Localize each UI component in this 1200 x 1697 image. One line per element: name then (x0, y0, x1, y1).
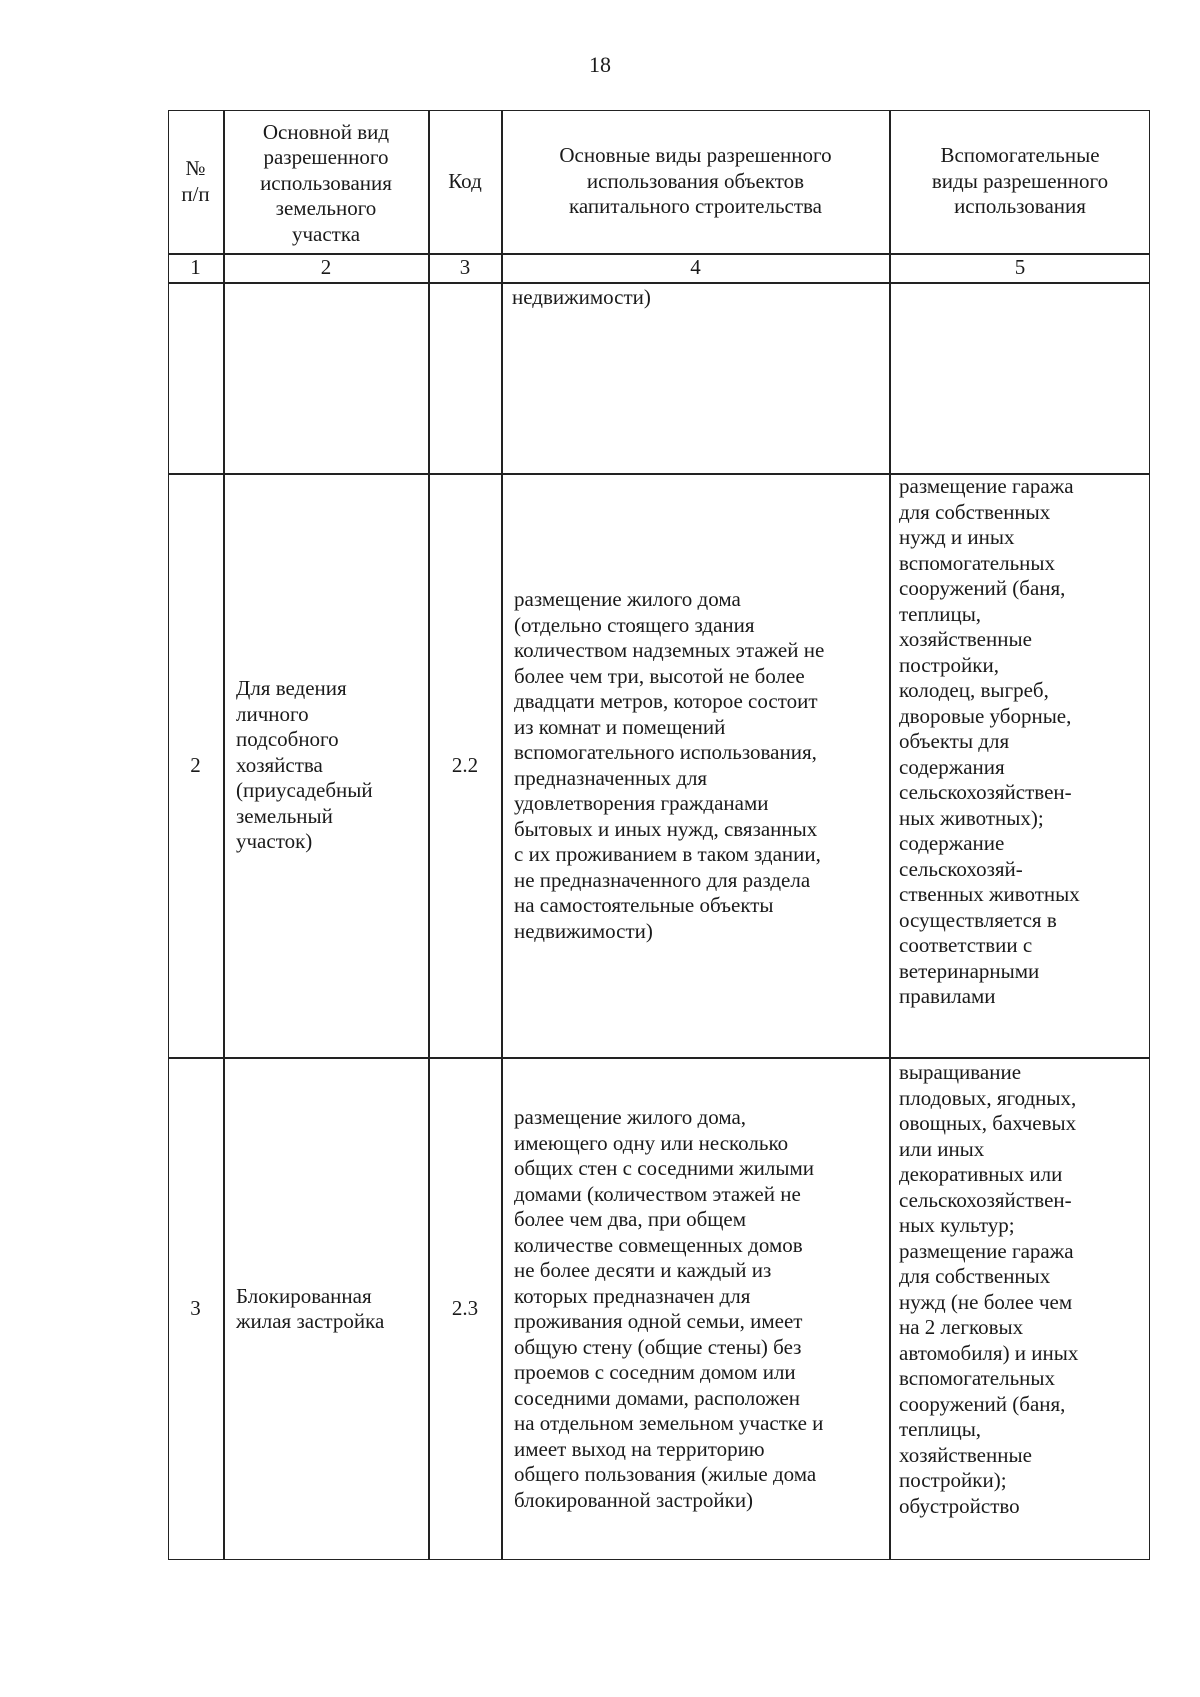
row-2-number: 2 (190, 752, 201, 777)
row-3-use-type: Блокированная жилая застройка (236, 1283, 385, 1333)
table-row-continuation-main: недвижимости) (512, 285, 651, 309)
header-number: № п/п (181, 156, 210, 206)
page-number: 18 (589, 52, 611, 77)
row-2-code: 2.2 (451, 752, 479, 777)
row-2-main-uses: размещение жилого дома (отдельно стоящего здания количеством надземных этажей не более чем три, высотой не более двадцати метров, которое состоит из комнат и помещений вспомогательного использования, предназначенных для удовлетворения гражданами бытовых и иных нужд, связанных с их проживанием в таком здании, не предназначенного для раздела на самостоятельные объекты недвижимости) (514, 587, 825, 943)
header-code: Код (448, 168, 482, 193)
header-auxiliary-uses: Вспомогательные виды разрешенного использования (931, 143, 1109, 219)
column-number: 2 (320, 255, 332, 280)
row-3-auxiliary-uses: выращивание плодовых, ягодных, овощных, бахчевых или иных декоративных или сельскохозяйствен- ных культур; размещение гаража для собственных нужд (не более чем на 2 легковых автомобиля) и иных вспомогательных сооружений (баня, теплицы, хозяйственные постройки); обустройство (899, 1060, 1079, 1518)
column-number: 5 (1014, 255, 1026, 280)
row-2-use-type: Для ведения личного подсобного хозяйства (приусадебный земельный участок) (236, 676, 373, 854)
header-main-uses: Основные виды разрешенного использования объектов капитального строительства (559, 143, 832, 219)
row-2-auxiliary-uses: размещение гаража для собственных нужд и иных вспомогательных сооружений (баня, теплицы, хозяйственные постройки, колодец, выгреб, дворовые уборные, объекты для содержания сельскохозяйствен- ных животных); содержание сельскохозяй- ственных животных осуществляется в соответствии с ветеринарными правилами (899, 474, 1080, 1008)
row-3-code: 2.3 (451, 1296, 479, 1321)
row-3-number: 3 (190, 1296, 201, 1321)
column-number: 4 (690, 255, 701, 280)
column-number: 3 (459, 255, 471, 280)
header-main-use-type: Основной вид разрешенного использования земельного участка (260, 119, 392, 246)
row-3-main-uses: размещение жилого дома, имеющего одну или несколько общих стен с соседними жилыми домами (количеством этажей не более чем два, при общем количестве совмещенных домов не более десяти и каждый из которых предназначен для проживания одной семьи, имеет общую стену (общие стены) без проемов с соседним домом или соседними домами, расположен на отдельном земельном участке и имеет выход на территорию общего пользования (жилые дома блокированной застройки) (514, 1105, 824, 1512)
column-number: 1 (190, 255, 201, 280)
